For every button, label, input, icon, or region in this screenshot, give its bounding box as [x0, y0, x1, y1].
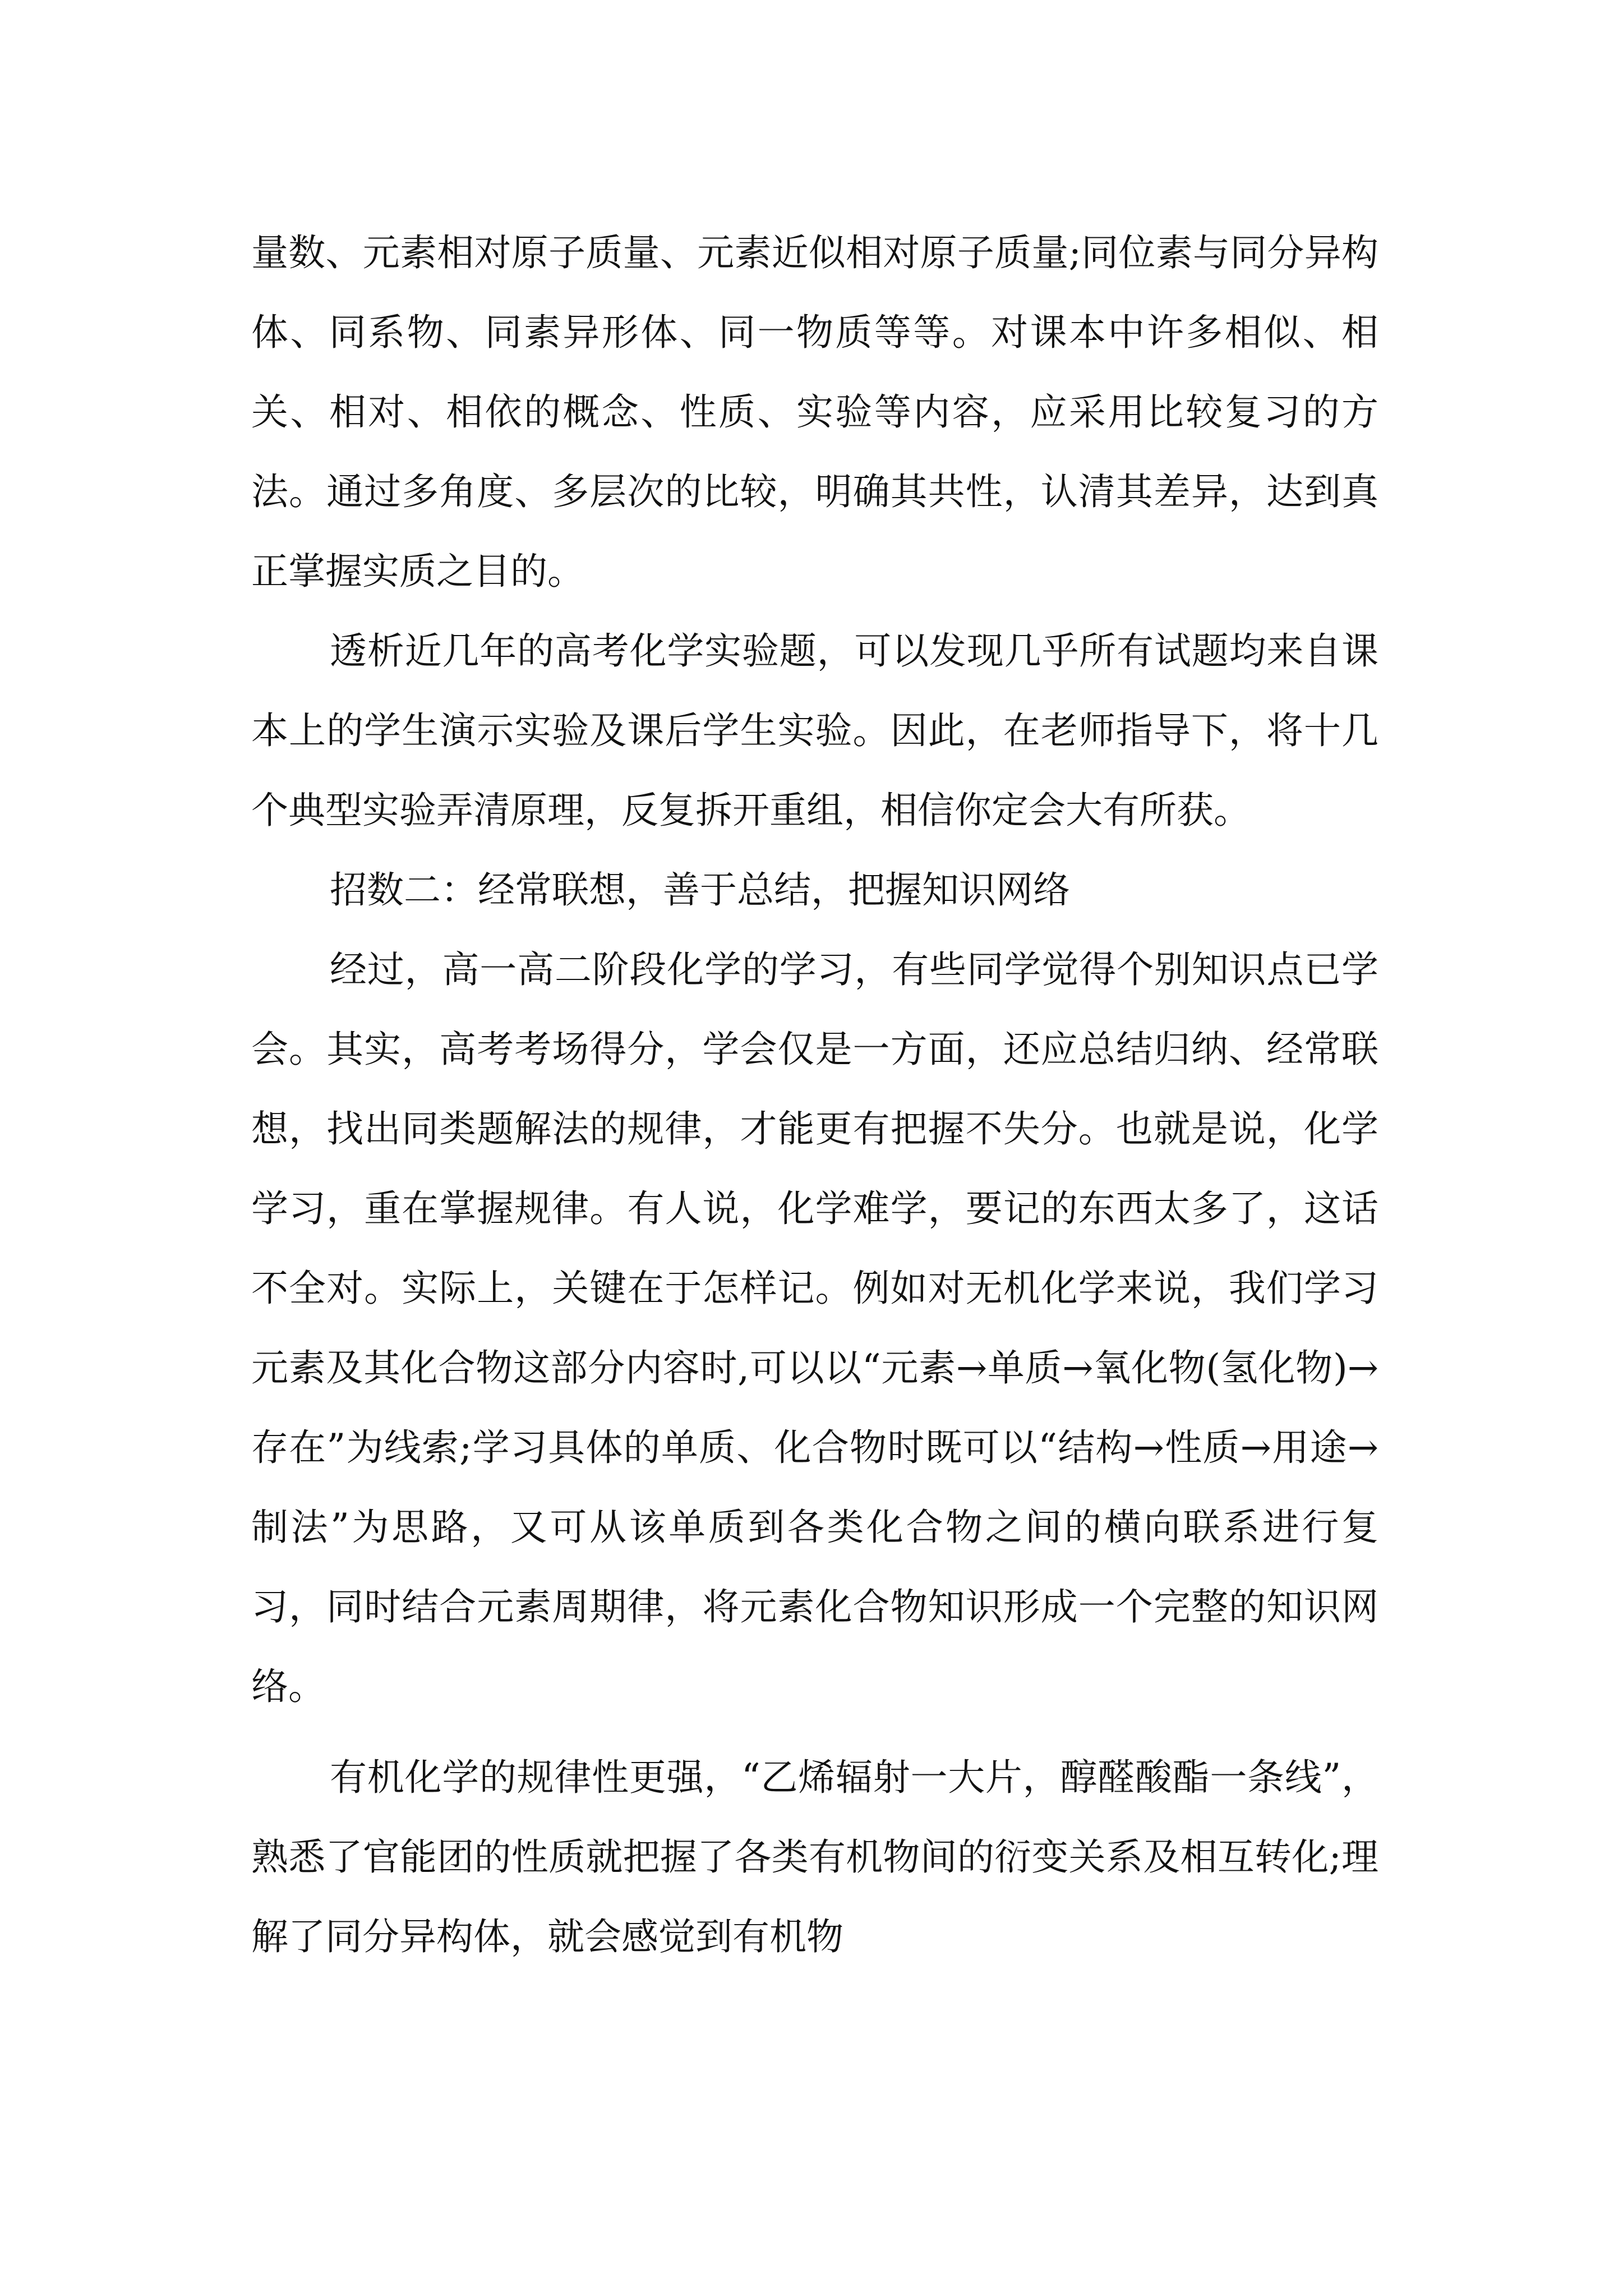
section-heading-tip-two: 招数二：经常联想，善于总结，把握知识网络 — [330, 868, 1070, 912]
paragraph-organic-chemistry: 有机化学的规律性更强，“乙烯辐射一大片，醇醛酸酯一条线”，熟悉了官能团的性质就把握了各类有机物间的衍变关系及相互转化;理解了同分异构体，就会感觉到有机物 — [251, 1756, 1378, 1958]
paragraph-continued: 量数、元素相对原子质量、元素近似相对原子质量;同位素与同分异构体、同系物、同素异形体、同一物质等等。对课本中许多相似、相关、相对、相依的概念、性质、实验等内容，应采用比较复习的方法。通过多角度、多层次的比较，明确其共性，认清其差异，达到真正掌握实质之目的。 — [251, 231, 1378, 593]
paragraph-knowledge-network: 经过，高一高二阶段化学的学习，有些同学觉得个别知识点已学会。其实，高考考场得分，学会仅是一方面，还应总结归纳、经常联想，找出同类题解法的规律，才能更有把握不失分。也就是说，化学学习，重在掌握规律。有人说，化学难学，要记的东西太多了，这话不全对。实际上，关键在于怎样记。例如对无机化学来说，我们学习元素及其化合物这部分内容时,可以以“元素→单质→氧化物(氢化物)→存在”为线索;学习具体的单质、化合物时既可以“结构→性质→用途→制法”为思路，又可从该单质到各类化合物之间的横向联系进行复习，同时结合元素周期律，将元素化合物知识形成一个完整的知识网络。 — [251, 948, 1378, 1708]
paragraph-experiments: 透析近几年的高考化学实验题，可以发现几乎所有试题均来自课本上的学生演示实验及课后学生实验。因此，在老师指导下，将十几个典型实验弄清原理，反复拆开重组，相信你定会大有所获。 — [251, 629, 1378, 832]
document-body — [251, 213, 1378, 1977]
